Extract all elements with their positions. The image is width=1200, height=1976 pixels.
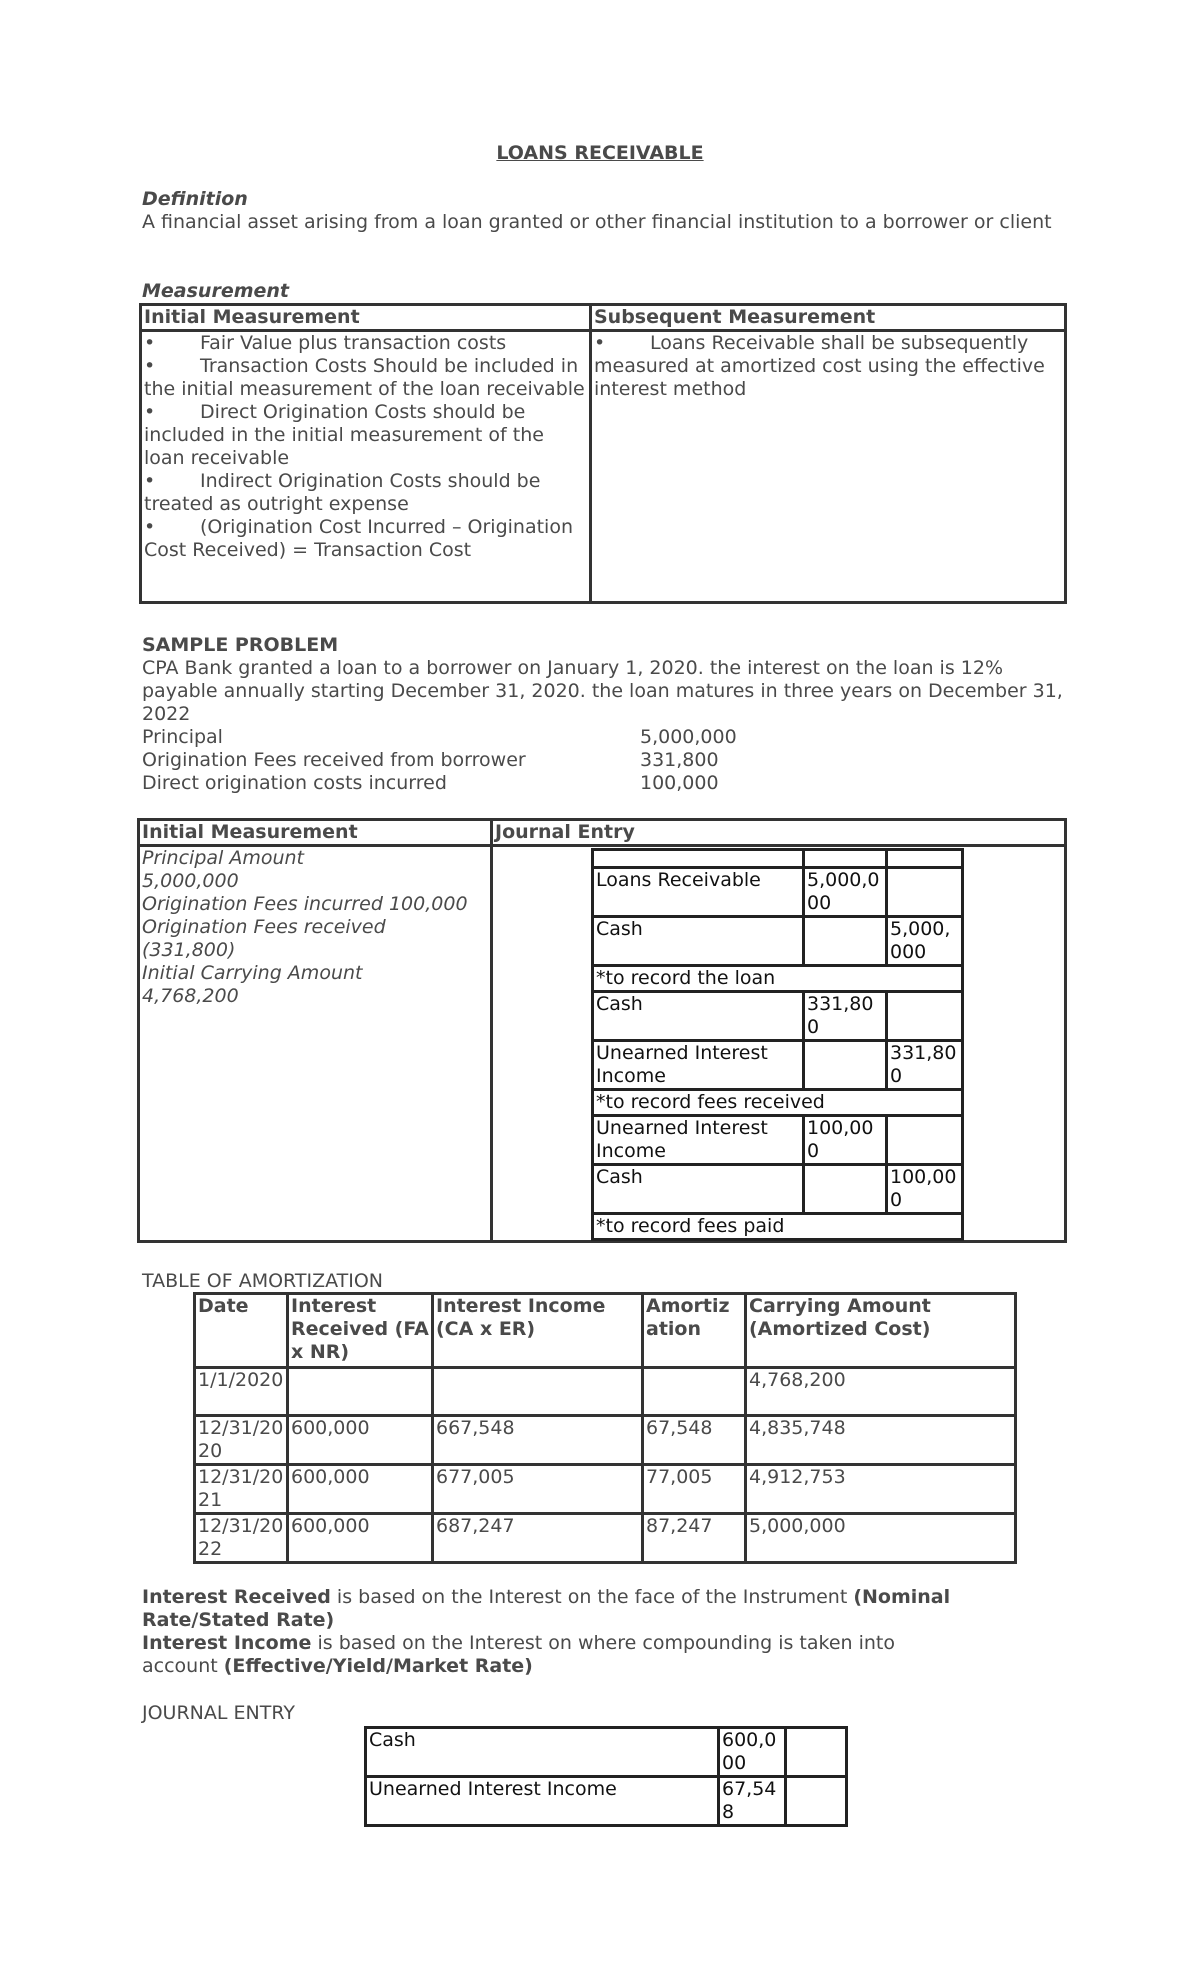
journal-credit: 5,000,000 [887, 917, 963, 966]
amortization-header: Interest Received (FA x NR) [288, 1294, 433, 1368]
interest-received-label: Interest Received [142, 1586, 331, 1608]
measurement-bullet: • Transaction Costs Should be included in the initial measurement of the loan receivable [144, 355, 585, 400]
measurement-heading: Measurement [142, 280, 289, 302]
measurement-bullet: • Indirect Origination Costs should be treated as outright expense [144, 470, 541, 515]
amortization-cell: 687,247 [433, 1514, 643, 1563]
journal-debit [804, 1165, 887, 1214]
journal-credit [887, 850, 963, 868]
amortization-cell: 12/31/2022 [195, 1514, 288, 1563]
amortization-cell [288, 1368, 433, 1416]
amortization-cell: 1/1/2020 [195, 1368, 288, 1416]
amortization-cell: 77,005 [643, 1465, 746, 1514]
sample-heading: SAMPLE PROBLEM [142, 634, 339, 656]
computation-line: Principal Amount [142, 847, 305, 869]
computation-line: Origination Fees incurred 100,000 [142, 893, 468, 915]
journal-row [593, 850, 963, 868]
amortization-row [195, 1514, 1016, 1563]
effective-rate-label: (Effective/Yield/Market Rate) [223, 1655, 533, 1677]
journal-account [593, 850, 804, 868]
amortization-cell: 677,005 [433, 1465, 643, 1514]
measurement-table [139, 303, 1067, 604]
amortization-cell: 87,247 [643, 1514, 746, 1563]
amortization-header-row [195, 1294, 1016, 1368]
measurement-bullet: • Direct Origination Costs should be included in the initial measurement of the loan receivable [144, 401, 544, 469]
amortization-cell: 600,000 [288, 1514, 433, 1563]
amortization-header: Interest Income (CA x ER) [433, 1294, 643, 1368]
journal-credit [887, 992, 963, 1041]
amortization-cell: 667,548 [433, 1416, 643, 1465]
interest-received-text: is based on the Interest on the face of the Instrument [330, 1586, 854, 1608]
journal-note: *to record fees paid [593, 1214, 963, 1240]
amortization-table [193, 1292, 1017, 1564]
interest-received-note [142, 1586, 1022, 1632]
journal-row [593, 1165, 963, 1214]
journal-debit: 100,000 [804, 1116, 887, 1165]
computation-line: Origination Fees received [142, 916, 386, 938]
measurement-bullet: • Fair Value plus transaction costs [144, 332, 507, 354]
amortization-cell: 67,548 [643, 1416, 746, 1465]
amortization-cell [433, 1368, 643, 1416]
initial-measurement-header: Initial Measurement [141, 305, 591, 331]
amortization-cell: 600,000 [288, 1416, 433, 1465]
amortization-cell: 4,768,200 [746, 1368, 1016, 1416]
interest-income-label: Interest Income [142, 1632, 312, 1654]
interest-income-text: is based on the Interest on where compounding is taken into account [142, 1632, 896, 1677]
journal-account: Unearned Interest Income [593, 1041, 804, 1090]
amortization-cell: 4,912,753 [746, 1465, 1016, 1514]
figure-row [142, 749, 737, 772]
journal-header: Journal Entry [492, 820, 1066, 846]
amortization-row [195, 1368, 1016, 1416]
journal-note: *to record fees received [593, 1090, 963, 1116]
journal-note-row [593, 1214, 963, 1240]
journal-account: Cash [593, 992, 804, 1041]
figure-value: 100,000 [640, 772, 719, 794]
amortization-cell: 5,000,000 [746, 1514, 1016, 1563]
journal-account: Cash [593, 917, 804, 966]
journal-account: Cash [366, 1728, 719, 1777]
journal-credit [887, 868, 963, 917]
journal-row [366, 1777, 847, 1826]
journal-debit: 331,800 [804, 992, 887, 1041]
initial-measurement-cell [141, 331, 591, 603]
journal-entry-caption: JOURNAL ENTRY [142, 1702, 295, 1724]
figure-value: 5,000,000 [640, 726, 737, 748]
amortization-row [195, 1416, 1016, 1465]
page-title: LOANS RECEIVABLE [496, 142, 704, 164]
nominal-rate-label: (Nominal Rate/Stated Rate) [142, 1586, 951, 1631]
computation-line: Initial Carrying Amount [142, 962, 363, 984]
figure-label: Principal [142, 726, 223, 748]
journal-row [593, 917, 963, 966]
journal-credit: 331,800 [887, 1041, 963, 1090]
journal-account: Loans Receivable [593, 868, 804, 917]
amortization-cell: 12/31/2020 [195, 1416, 288, 1465]
journal-debit [804, 917, 887, 966]
journal-row [593, 1041, 963, 1090]
initial-header: Initial Measurement [139, 820, 492, 846]
figure-row [142, 726, 737, 749]
journal-account: Unearned Interest Income [366, 1777, 719, 1826]
journal-note: *to record the loan [593, 966, 963, 992]
journal-row [593, 1116, 963, 1165]
computation-line: (331,800) [142, 939, 236, 961]
amortization-header: Date [195, 1294, 288, 1368]
journal-debit [804, 850, 887, 868]
definition-heading: Definition [142, 188, 248, 210]
journal-row [366, 1728, 847, 1777]
journal-account: Cash [593, 1165, 804, 1214]
journal-row [593, 992, 963, 1041]
journal-note-row [593, 966, 963, 992]
amortization-cell: 600,000 [288, 1465, 433, 1514]
initial-computation-cell [139, 846, 492, 1242]
journal-debit: 600,000 [719, 1728, 786, 1777]
amortization-cell [643, 1368, 746, 1416]
computation-line: 4,768,200 [142, 985, 239, 1007]
journal-account: Unearned Interest Income [593, 1116, 804, 1165]
amortization-header: Amortization [643, 1294, 746, 1368]
journal-entry-table [364, 1726, 848, 1827]
figure-value: 331,800 [640, 749, 719, 771]
subsequent-measurement-header: Subsequent Measurement [591, 305, 1066, 331]
figure-label: Direct origination costs incurred [142, 772, 447, 794]
figure-label: Origination Fees received from borrower [142, 749, 526, 771]
interest-income-note [142, 1632, 942, 1678]
journal-note-row [593, 1090, 963, 1116]
measurement-bullet: • (Origination Cost Incurred – Origination Cost Received) = Transaction Cost [144, 516, 573, 561]
figure-row [142, 772, 737, 795]
sample-figures [142, 726, 737, 795]
subsequent-measurement-cell [591, 331, 1066, 603]
amortization-caption: TABLE OF AMORTIZATION [142, 1270, 384, 1292]
amortization-cell: 4,835,748 [746, 1416, 1016, 1465]
journal-debit: 67,548 [719, 1777, 786, 1826]
journal-row [593, 868, 963, 917]
computation-line: 5,000,000 [142, 870, 239, 892]
journal-credit [786, 1777, 847, 1826]
journal-debit: 5,000,000 [804, 868, 887, 917]
journal-credit: 100,000 [887, 1165, 963, 1214]
journal-credit [786, 1728, 847, 1777]
definition-text: A financial asset arising from a loan granted or other financial institution to a borrower or client [142, 211, 1052, 233]
journal-credit [887, 1116, 963, 1165]
measurement-bullet: • Loans Receivable shall be subsequently measured at amortized cost using the effective interest method [594, 332, 1045, 400]
amortization-header: Carrying Amount (Amortized Cost) [746, 1294, 1016, 1368]
sample-text: CPA Bank granted a loan to a borrower on January 1, 2020. the interest on the loan is 12% payable annually starting December 31, 2020. the loan matures in three years on December 31, 2022 [142, 657, 1063, 725]
journal-entries [591, 848, 964, 1241]
amortization-cell: 12/31/2021 [195, 1465, 288, 1514]
amortization-row [195, 1465, 1016, 1514]
journal-debit [804, 1041, 887, 1090]
